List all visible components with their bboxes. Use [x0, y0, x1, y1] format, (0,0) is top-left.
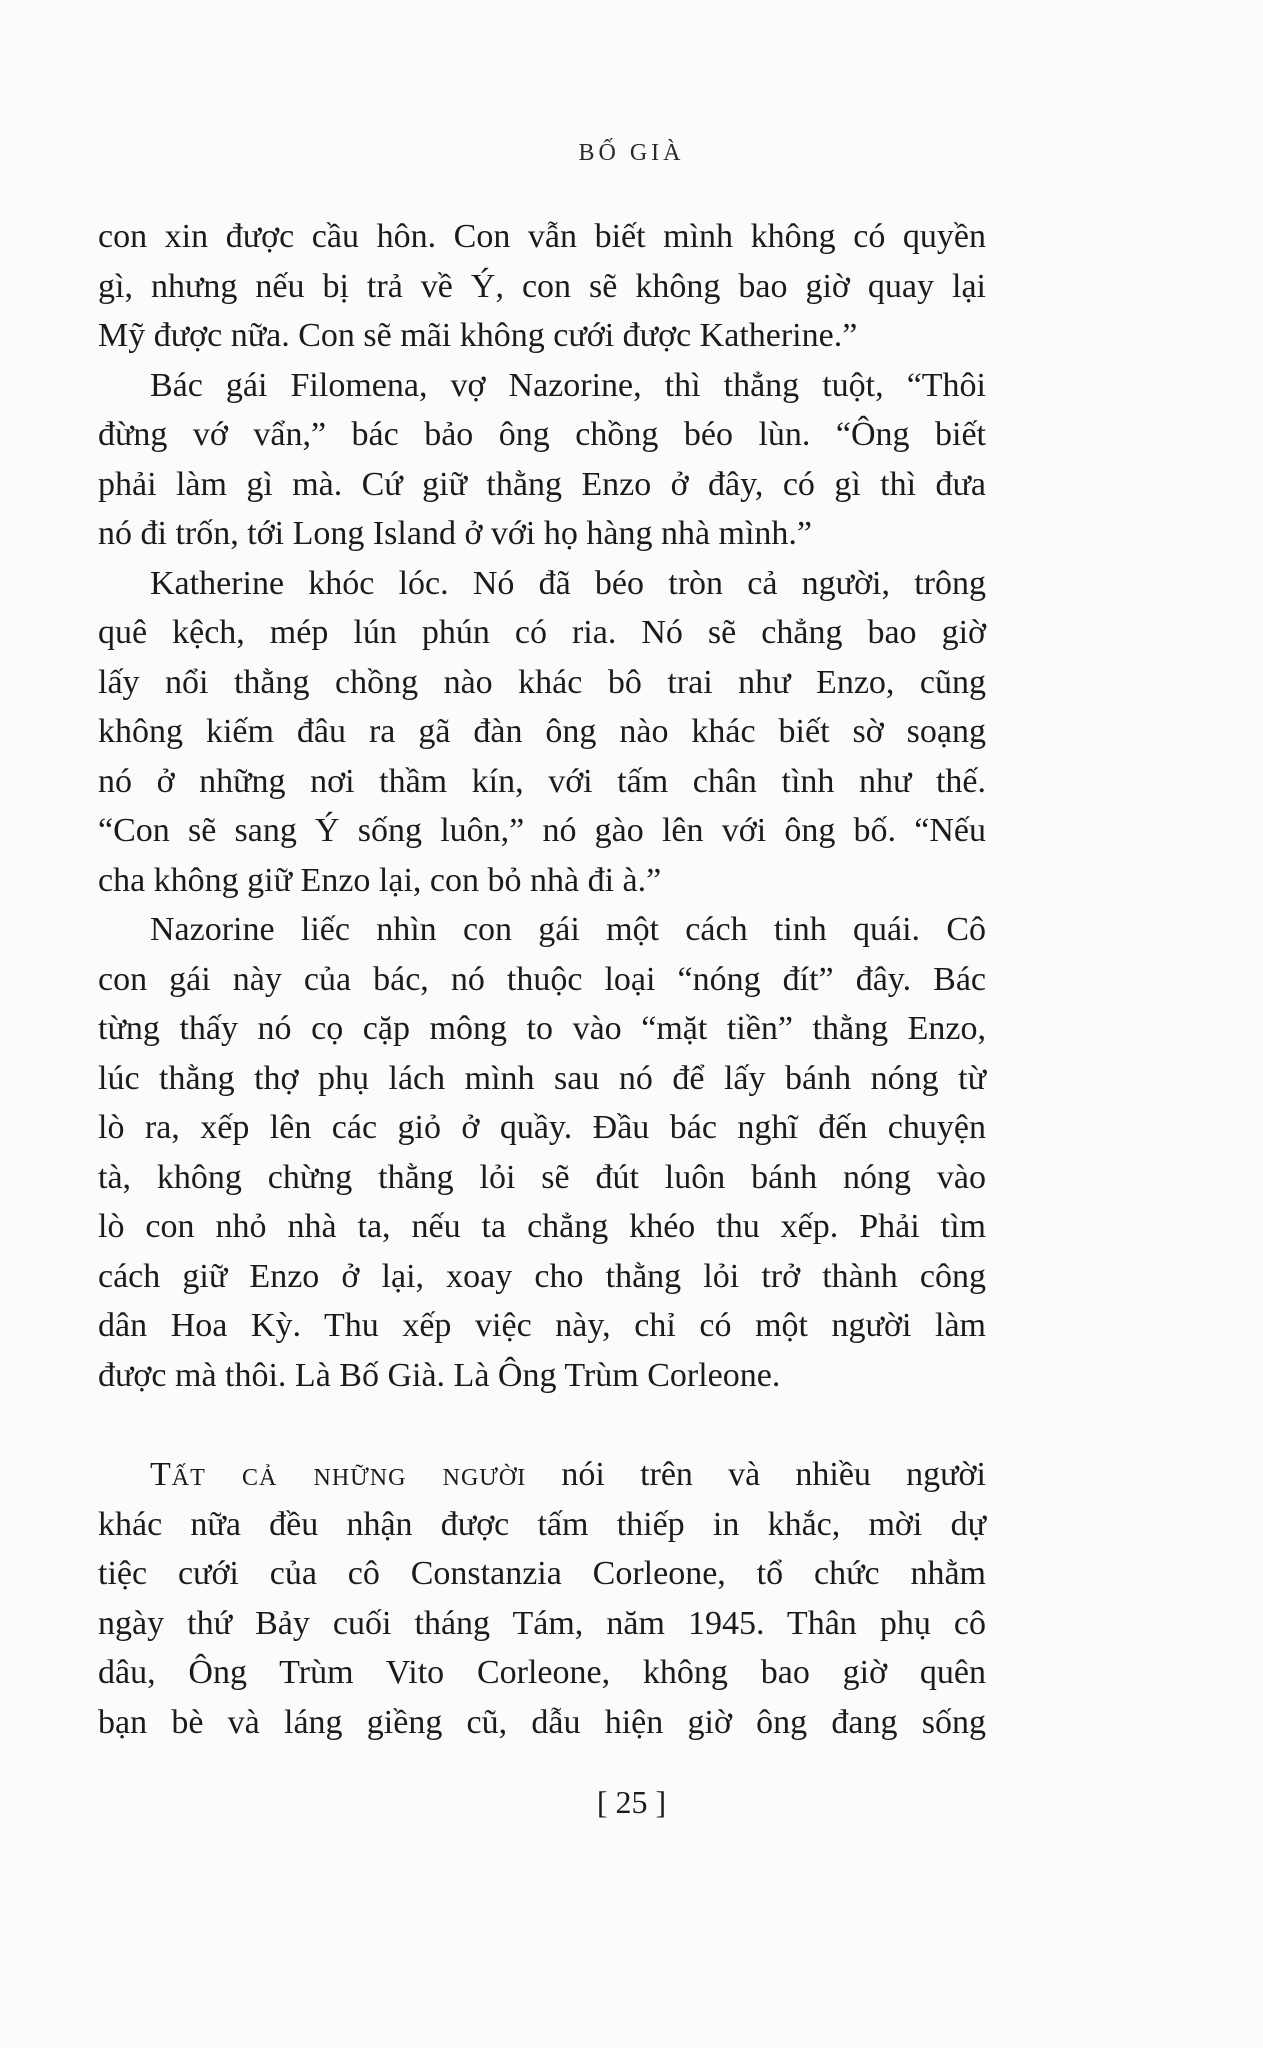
body-text: [98, 212, 986, 1400]
text-line: lúc thằng thợ phụ lách mình sau nó để lấy bánh nóng từ: [98, 1059, 986, 1097]
text-line: nó ở những nơi thầm kín, với tấm chân tình như thế.: [98, 762, 986, 800]
text-line: quê kệch, mép lún phún có ria. Nó sẽ chẳng bao giờ: [98, 614, 986, 651]
text-line: “Con sẽ sang Ý sống luôn,” nó gào lên với ông bố. “Nếu: [98, 812, 986, 849]
text-line: khác nữa đều nhận được tấm thiếp in khắc, mời dự: [98, 1505, 986, 1543]
section-first-line: [98, 1450, 986, 1500]
text-line: tà, không chừng thằng lỏi sẽ đút luôn bánh nóng vào: [98, 1158, 986, 1196]
text-line: Nazorine liếc nhìn con gái một cách tinh quái. Cô: [150, 911, 986, 948]
page-number: [ 25 ]: [596, 1784, 667, 1820]
text-line: dân Hoa Kỳ. Thu xếp việc này, chỉ có một người làm: [98, 1307, 986, 1344]
text-line: từng thấy nó cọ cặp mông to vào “mặt tiền” thằng Enzo,: [98, 1010, 986, 1047]
section-break-text: [98, 1450, 986, 1747]
text-line: cách giữ Enzo ở lại, xoay cho thằng lỏi trở thành công: [98, 1257, 986, 1295]
first-line-rest: nói trên và nhiều người: [526, 1456, 986, 1493]
smallcaps-lead: Tất cả những người: [150, 1456, 527, 1493]
text-line: cha không giữ Enzo lại, con bỏ nhà đi à.”: [98, 861, 662, 899]
text-line: đừng vớ vẩn,” bác bảo ông chồng béo lùn. “Ông biết: [98, 416, 986, 453]
text-line: bạn bè và láng giềng cũ, dẫu hiện giờ ông đang sống: [98, 1703, 986, 1741]
text-line: nó đi trốn, tới Long Island ở với họ hàng nhà mình.”: [98, 515, 813, 552]
text-line: lò ra, xếp lên các giỏ ở quầy. Đầu bác nghĩ đến chuyện: [98, 1109, 986, 1146]
text-line: gì, nhưng nếu bị trả về Ý, con sẽ không bao giờ quay lại: [98, 267, 986, 305]
text-line: phải làm gì mà. Cứ giữ thằng Enzo ở đây, có gì thì đưa: [98, 465, 986, 503]
text-line: được mà thôi. Là Bố Già. Là Ông Trùm Corleone.: [98, 1356, 781, 1394]
text-line: ngày thứ Bảy cuối tháng Tám, năm 1945. Thân phụ cô: [98, 1604, 986, 1642]
text-line: dâu, Ông Trùm Vito Corleone, không bao giờ quên: [98, 1654, 986, 1691]
text-line: Bác gái Filomena, vợ Nazorine, thì thẳng tuột, “Thôi: [150, 366, 986, 404]
text-line: Katherine khóc lóc. Nó đã béo tròn cả người, trông: [150, 564, 986, 602]
running-head: BỐ GIÀ: [578, 140, 685, 166]
text-line: tiệc cưới của cô Constanzia Corleone, tổ chức nhằm: [98, 1555, 986, 1592]
text-line: con xin được cầu hôn. Con vẫn biết mình không có quyền: [98, 218, 986, 255]
text-line: không kiếm đâu ra gã đàn ông nào khác biết sờ soạng: [98, 713, 986, 750]
text-line: lò con nhỏ nhà ta, nếu ta chẳng khéo thu xếp. Phải tìm: [98, 1208, 986, 1245]
text-line: Mỹ được nữa. Con sẽ mãi không cưới được Katherine.”: [98, 317, 858, 354]
text-line: con gái này của bác, nó thuộc loại “nóng đít” đây. Bác: [98, 960, 986, 998]
text-line: lấy nổi thằng chồng nào khác bô trai như Enzo, cũng: [98, 663, 986, 701]
